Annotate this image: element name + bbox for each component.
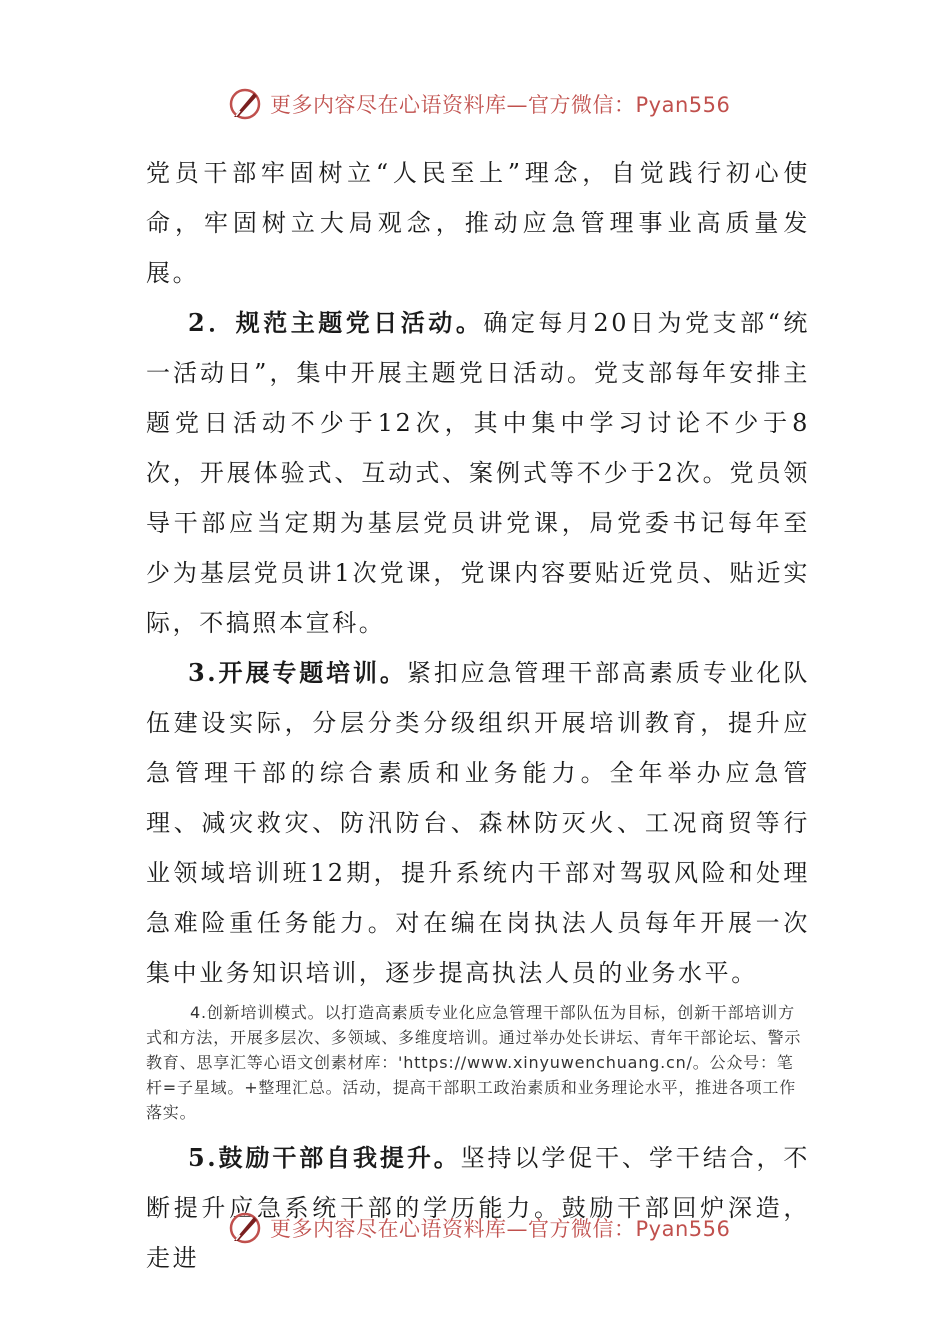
paragraph-item-2-title: 2．规范主题党日活动。 [188, 308, 484, 337]
header-banner [228, 84, 788, 124]
paragraph-continuation: 党员干部牢固树立“人民至上”理念，自觉践行初心使命，牢固树立大局观念，推动应急管理事业高质量发展。 [146, 159, 810, 287]
footer-banner-id: Pyan556 [635, 1217, 731, 1241]
footer-banner-text [270, 1213, 730, 1243]
header-banner-id: Pyan556 [635, 93, 731, 117]
quill-pen-logo-icon [228, 87, 262, 121]
paragraph-item-3-body: 紧扣应急管理干部高素质专业化队伍建设实际，分层分类分级组织开展培训教育，提升应急管理干部的综合素质和业务能力。全年举办应急管理、减灾救灾、防汛防台、森林防灭火、工况商贸等行业领域培训班12期，提升系统内干部对驾驭风险和处理急难险重任务能力。对在编在岗执法人员每年开展一次集中业务知识培训，逐步提高执法人员的业务水平。 [146, 659, 810, 987]
paragraph-item-2-body: 确定每月20日为党支部“统一活动日”，集中开展主题党日活动。党支部每年安排主题党日活动不少于12次，其中集中学习讨论不少于8次，开展体验式、互动式、案例式等不少于2次。党员领导干部应当定期为基层党员讲党课，局党委书记每年至少为基层党员讲1次党课，党课内容要贴近党员、贴近实际，不搞照本宣科。 [146, 309, 810, 637]
paragraph-item-2 [146, 298, 810, 648]
quill-pen-logo-icon [228, 1211, 262, 1245]
document-body [146, 148, 810, 1283]
paragraph-item-5-title: 5.鼓励干部自我提升。 [188, 1143, 461, 1172]
paragraph-item-5-body: 坚持以学促干、学干结合，不断提升应急系统干部的学历能力。鼓励干部回炉深造，走进 [146, 1144, 810, 1272]
paragraph-item-3-title: 3.开展专题培训。 [188, 658, 407, 687]
paragraph-item-4-small: 4.创新培训模式。以打造高素质专业化应急管理干部队伍为目标，创新干部培训方式和方法，开展多层次、多领域、多维度培训。通过举办处长讲坛、青年干部论坛、警示教育、思享汇等心语文创素材库：'https://www.xinyuwenchuang.cn/。公众号：笔杆=子星域。+整理汇总。活动，提高干部职工政治素质和业务理论水平，推进各项工作落实。 [146, 1003, 802, 1122]
header-banner-label: 更多内容尽在心语资料库—官方微信： [270, 93, 636, 117]
footer-banner [228, 1208, 788, 1248]
header-banner-text [270, 89, 730, 119]
paragraph-item-3 [146, 648, 810, 998]
footer-banner-label: 更多内容尽在心语资料库—官方微信： [270, 1217, 636, 1241]
